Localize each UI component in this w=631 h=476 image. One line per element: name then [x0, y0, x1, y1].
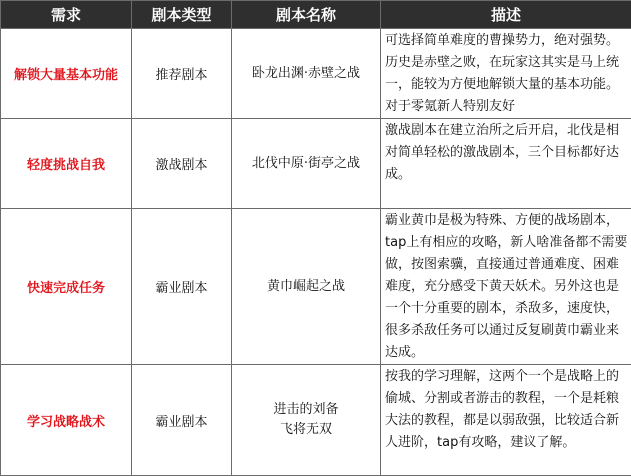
name-cell	[232, 365, 381, 476]
name-line: 飞将无双	[232, 420, 380, 440]
header-row	[1, 1, 631, 29]
table-row	[1, 209, 631, 365]
name-line: 进击的刘备	[232, 400, 380, 420]
name-line: 卧龙出渊·赤壁之战	[232, 64, 380, 84]
type-cell: 推荐剧本	[132, 29, 232, 119]
table-row	[1, 365, 631, 476]
need-cell: 学习战略战术	[1, 365, 132, 476]
table-row	[1, 119, 631, 209]
name-line: 黄巾崛起之战	[232, 277, 380, 297]
desc-cell: 霸业黄巾是极为特殊、方便的战场剧本，tap上有相应的攻略，新人啥准备都不需要做，按图索骥，直接通过普通难度、困难难度，充分感受下黄天妖术。另外这也是一个十分重要的剧本，杀敌多，速度快，很多杀敌任务可以通过反复刷黄巾霸业来达成。	[381, 209, 631, 365]
need-cell: 快速完成任务	[1, 209, 132, 365]
header-type: 剧本类型	[132, 1, 232, 29]
table-row	[1, 29, 631, 119]
header-desc: 描述	[381, 1, 631, 29]
type-cell: 激战剧本	[132, 119, 232, 209]
desc-cell: 激战剧本在建立治所之后开启，北伐是相对简单轻松的激战剧本，三个目标都好达成。	[381, 119, 631, 209]
desc-cell: 可选择简单难度的曹操势力，绝对强势。历史是赤壁之败，在玩家这其实是马上统一，能较为方便地解锁大量的基本功能。对于零氪新人特别友好	[381, 29, 631, 119]
desc-cell: 按我的学习理解，这两个一个是战略上的偷城、分割或者游击的教程，一个是耗粮大法的教程，都是以弱敌强，比较适合新人进阶，tap有攻略，建议了解。	[381, 365, 631, 476]
type-cell: 霸业剧本	[132, 209, 232, 365]
header-name: 剧本名称	[232, 1, 381, 29]
need-cell: 解锁大量基本功能	[1, 29, 132, 119]
name-cell	[232, 209, 381, 365]
name-cell	[232, 119, 381, 209]
type-cell: 霸业剧本	[132, 365, 232, 476]
name-line: 北伐中原·街亭之战	[232, 154, 380, 174]
name-cell	[232, 29, 381, 119]
header-need: 需求	[1, 1, 132, 29]
need-cell: 轻度挑战自我	[1, 119, 132, 209]
